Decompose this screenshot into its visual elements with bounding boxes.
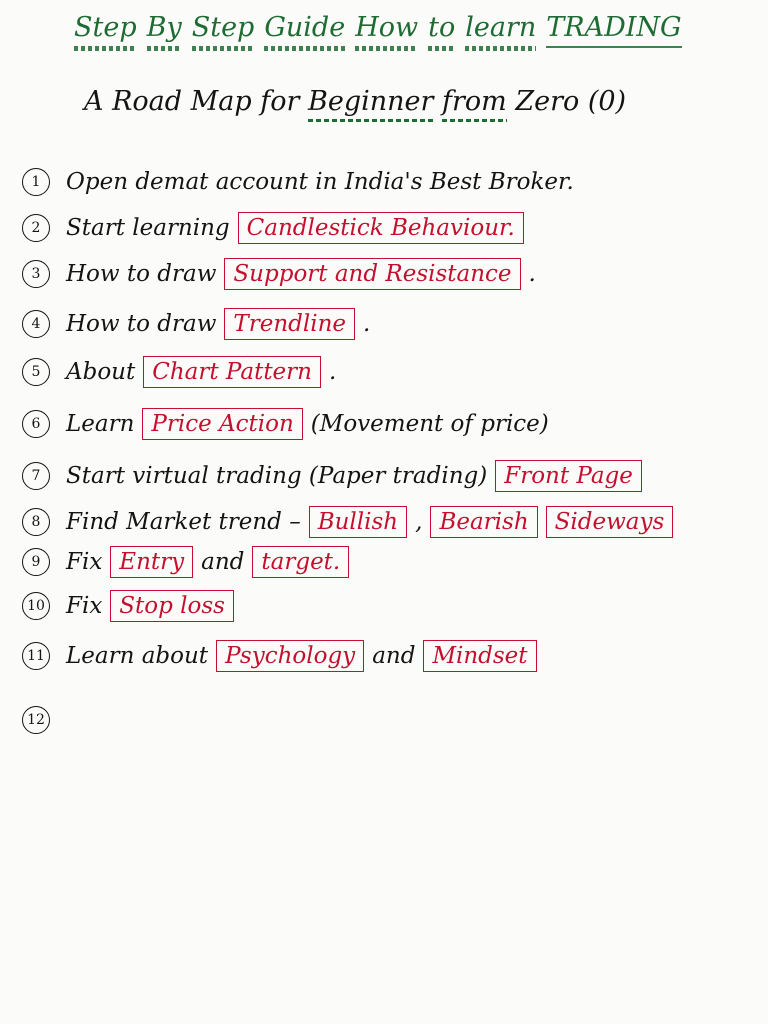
- highlighted-topic-box: Bearish: [430, 506, 537, 538]
- step-number: 10: [22, 592, 50, 620]
- step-text: Start virtual trading (Paper trading): [66, 463, 488, 489]
- step-text: and: [201, 549, 245, 575]
- step-number: 11: [22, 642, 50, 670]
- subtitle-prefix: A Road Map for: [84, 86, 300, 117]
- highlighted-topic-box: Mindset: [423, 640, 536, 672]
- title-word: Step: [74, 12, 137, 43]
- step-text: Open demat account in India's Best Broker.: [66, 169, 574, 195]
- highlighted-topic-box: Front Page: [495, 460, 642, 492]
- title-word: Step: [191, 12, 255, 43]
- highlighted-topic-box: Price Action: [142, 408, 302, 440]
- roadmap-step: [22, 706, 66, 734]
- title-word: How: [355, 12, 419, 43]
- title-word: TRADING: [546, 12, 682, 43]
- page-title: [74, 12, 692, 43]
- title-word: to: [428, 12, 456, 43]
- highlighted-topic-box: target.: [252, 546, 349, 578]
- step-number: 1: [22, 168, 50, 196]
- step-text: and: [372, 643, 416, 669]
- step-text: Fix: [66, 549, 103, 575]
- highlighted-topic-box: Candlestick Behaviour.: [238, 212, 524, 244]
- highlighted-topic-box: Entry: [110, 546, 193, 578]
- highlighted-topic-box: Stop loss: [110, 590, 234, 622]
- step-text: About: [66, 359, 136, 385]
- step-number: 12: [22, 706, 50, 734]
- step-text: Start learning: [66, 215, 230, 241]
- roadmap-step: [22, 356, 344, 388]
- step-text: .: [328, 359, 337, 385]
- roadmap-step: [22, 506, 681, 538]
- step-number: 8: [22, 508, 50, 536]
- highlighted-topic-box: Sideways: [546, 506, 674, 538]
- roadmap-step: [22, 460, 650, 492]
- highlighted-topic-box: Support and Resistance: [224, 258, 520, 290]
- highlighted-topic-box: Chart Pattern: [143, 356, 321, 388]
- step-text: (Movement of price): [310, 411, 549, 437]
- step-text: Learn about: [66, 643, 209, 669]
- roadmap-step: [22, 408, 557, 440]
- step-number: 9: [22, 548, 50, 576]
- roadmap-step: [22, 168, 582, 196]
- roadmap-step: [22, 308, 378, 340]
- title-word: By: [146, 12, 182, 43]
- subtitle-suffix: Zero (0): [515, 86, 627, 117]
- step-text: Learn: [66, 411, 135, 437]
- step-text: How to draw: [66, 261, 217, 287]
- highlighted-topic-box: Trendline: [224, 308, 355, 340]
- highlighted-topic-box: Bullish: [309, 506, 407, 538]
- step-text: Find Market trend –: [66, 509, 301, 535]
- roadmap-step: [22, 258, 544, 290]
- roadmap-step: [22, 212, 532, 244]
- subtitle-underlined-word: from: [442, 86, 507, 117]
- title-word: Guide: [264, 12, 346, 43]
- step-text: How to draw: [66, 311, 217, 337]
- step-number: 5: [22, 358, 50, 386]
- roadmap-step: [22, 640, 545, 672]
- step-number: 6: [22, 410, 50, 438]
- step-text: Fix: [66, 593, 103, 619]
- highlighted-topic-box: Psychology: [216, 640, 364, 672]
- step-text: .: [363, 311, 371, 337]
- step-number: 4: [22, 310, 50, 338]
- step-text: ,: [415, 509, 423, 535]
- step-number: 3: [22, 260, 50, 288]
- roadmap-step: [22, 546, 357, 578]
- subtitle-underlined-word: Beginner: [308, 86, 434, 117]
- step-text: .: [528, 261, 536, 287]
- roadmap-step: [22, 590, 242, 622]
- page-subtitle: [84, 86, 626, 117]
- title-word: learn: [465, 12, 537, 43]
- step-number: 7: [22, 462, 50, 490]
- step-number: 2: [22, 214, 50, 242]
